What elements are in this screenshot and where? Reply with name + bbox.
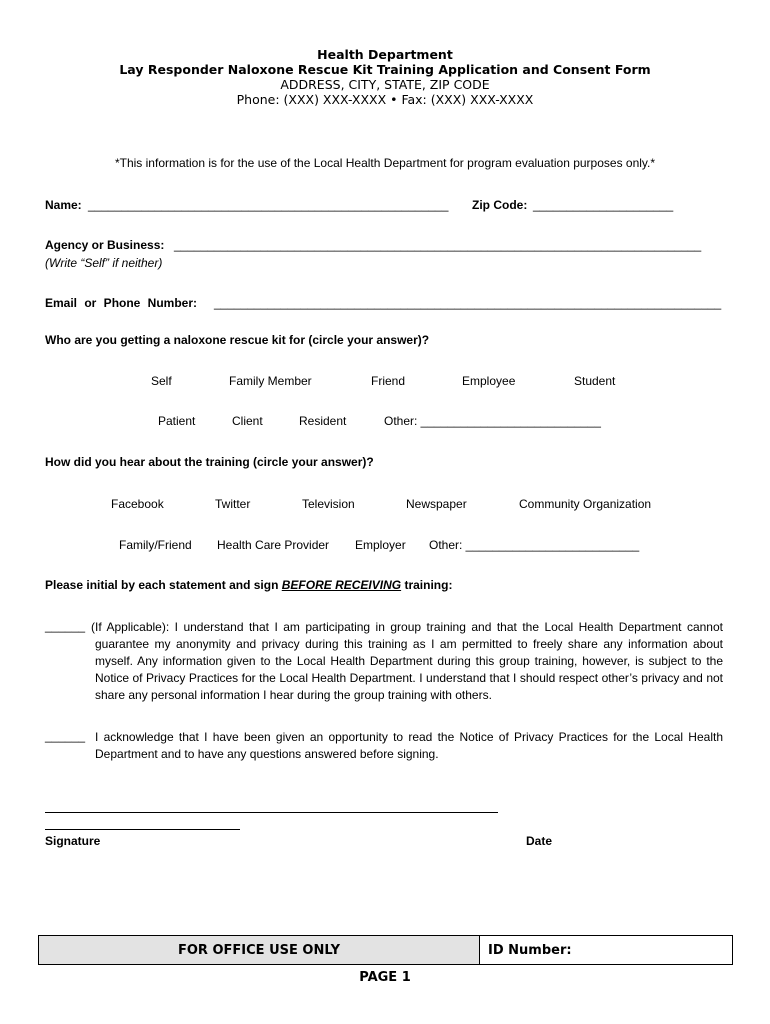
initial-blank-1[interactable]: ______ — [45, 619, 86, 633]
option-newspaper[interactable]: Newspaper — [406, 497, 467, 511]
option-other-source[interactable]: Other: __________________________ — [429, 538, 640, 552]
initials-prompt-pre: Please initial by each statement and sign — [45, 578, 282, 592]
option-student[interactable]: Student — [574, 374, 616, 388]
name-field[interactable]: ______________________________________________________ — [88, 198, 449, 212]
agency-note: (Write “Self” if neither) — [45, 256, 163, 270]
option-patient[interactable]: Patient — [158, 414, 196, 428]
signature-label: Signature — [45, 834, 101, 848]
initials-prompt — [45, 578, 452, 592]
office-use-label: FOR OFFICE USE ONLY — [39, 936, 480, 964]
date-line[interactable] — [45, 829, 240, 830]
initials-prompt-emphasis: BEFORE RECEIVING — [281, 578, 402, 592]
office-use-box — [38, 935, 733, 965]
id-number-field[interactable]: ID Number: — [488, 942, 572, 958]
zip-label: Zip Code: — [472, 198, 528, 212]
option-community-organization[interactable]: Community Organization — [519, 497, 652, 511]
page-number: PAGE 1 — [359, 970, 411, 985]
option-friend[interactable]: Friend — [371, 374, 406, 388]
agency-label: Agency or Business: — [45, 238, 165, 252]
program-notice: *This information is for the use of the Local Health Department for program evaluation purposes only.* — [114, 156, 656, 170]
option-other-recipient[interactable]: Other: ___________________________ — [384, 414, 601, 428]
contact-label: Email or Phone Number: — [45, 296, 198, 310]
contact-field[interactable]: ____________________________________________________________________________ — [214, 296, 722, 310]
option-family-member[interactable]: Family Member — [229, 374, 312, 388]
option-health-care-provider[interactable]: Health Care Provider — [217, 538, 330, 552]
option-client[interactable]: Client — [232, 414, 263, 428]
name-label: Name: — [45, 198, 82, 212]
training-source-question: How did you hear about the training (circle your answer)? — [45, 455, 374, 469]
zip-field[interactable]: _____________________ — [533, 198, 674, 212]
option-family-friend[interactable]: Family/Friend — [119, 538, 192, 552]
org-name: Health Department — [317, 47, 453, 62]
date-label: Date — [526, 834, 553, 848]
signature-line[interactable] — [45, 812, 498, 813]
kit-recipient-question: Who are you getting a naloxone rescue kit for (circle your answer)? — [45, 333, 430, 347]
org-phone-fax: Phone: (XXX) XXX-XXXX • Fax: (XXX) XXX-XXXX — [236, 92, 534, 107]
option-resident[interactable]: Resident — [299, 414, 347, 428]
agency-field[interactable]: _______________________________________________________________________________ — [174, 238, 702, 252]
org-address: ADDRESS, CITY, STATE, ZIP CODE — [280, 77, 490, 92]
initial-blank-2[interactable]: ______ — [45, 729, 86, 743]
option-employee[interactable]: Employee — [462, 374, 516, 388]
statement-group-privacy: (If Applicable): I understand that I am participating in group training and that the Local Health Department cannot guarantee my anonymity and privacy during this training as I am permitted to freely share any information about myself. Any information given to the Local Health Department during this group training, however, is subject to the Notice of Privacy Practices for the Local Health Department. I understand that I should respect other’s privacy and not share any personal information I hear during the group training with others. — [91, 620, 723, 702]
option-television[interactable]: Television — [302, 497, 355, 511]
option-self[interactable]: Self — [151, 374, 172, 388]
form-title: Lay Responder Naloxone Rescue Kit Training Application and Consent Form — [119, 62, 651, 77]
option-employer[interactable]: Employer — [355, 538, 406, 552]
initials-prompt-post: training: — [401, 578, 453, 592]
option-twitter[interactable]: Twitter — [215, 497, 251, 511]
statement-privacy-practices: I acknowledge that I have been given an opportunity to read the Notice of Privacy Practices for the Local Health Department and to have any questions answered before signing. — [95, 730, 723, 761]
option-facebook[interactable]: Facebook — [111, 497, 164, 511]
